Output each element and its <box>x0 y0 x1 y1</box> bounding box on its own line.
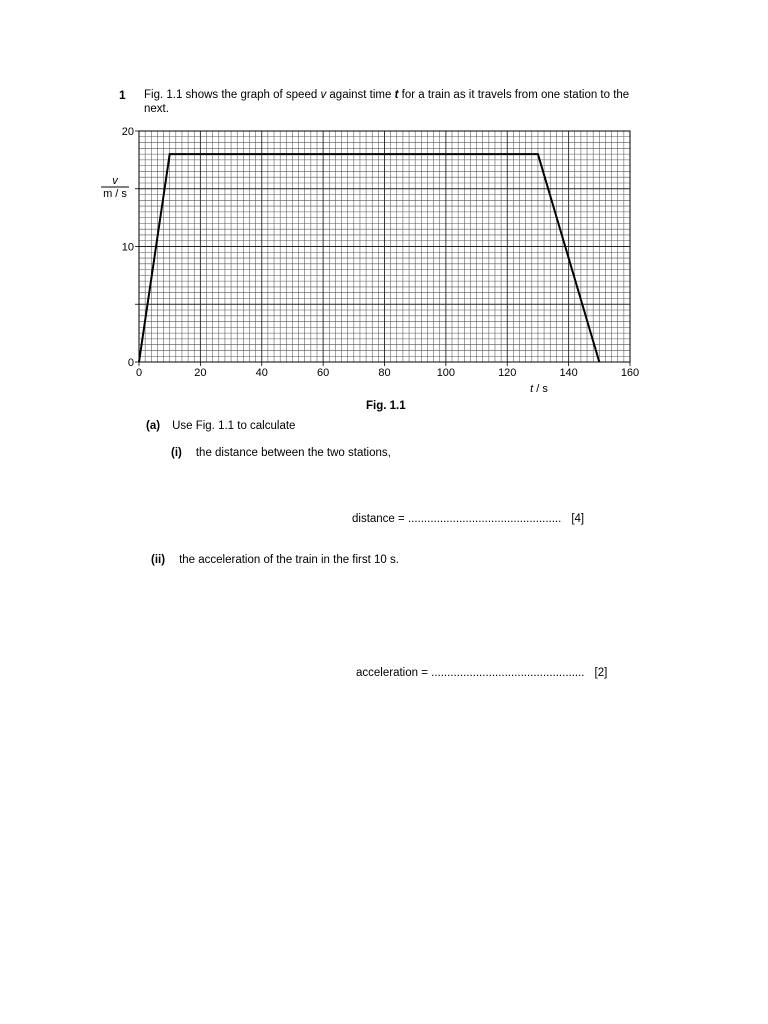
x-tick-label: 20 <box>194 367 207 379</box>
figure-caption: Fig. 1.1 <box>366 400 406 412</box>
distance-answer-line[interactable]: distance = ................................................ [4] <box>352 513 585 525</box>
x-axis-label: t / s <box>530 383 548 395</box>
y-tick-label: 0 <box>127 357 134 369</box>
x-tick-labels <box>136 367 639 379</box>
x-tick-label: 140 <box>559 367 578 379</box>
y-axis-label-var: v <box>112 175 118 187</box>
x-tick-label: 160 <box>620 367 640 379</box>
question-number: 1 <box>119 88 126 102</box>
y-tick-label: 10 <box>121 241 134 254</box>
y-tick-labels <box>122 126 134 369</box>
x-tick-label: 40 <box>255 367 268 379</box>
x-tick-label: 80 <box>378 367 391 379</box>
x-tick-label: 100 <box>436 367 456 379</box>
part-a-i: (i) the distance between the two stations, <box>171 447 391 459</box>
x-tick-label: 60 <box>317 367 330 379</box>
part-a-ii: (ii) the acceleration of the train in the first 10 s. <box>151 554 399 566</box>
x-tick-label: 120 <box>498 367 517 379</box>
y-tick-label: 20 <box>121 126 134 138</box>
part-a: (a) Use Fig. 1.1 to calculate <box>146 420 296 432</box>
y-axis-label-unit: m / s <box>103 188 127 200</box>
x-tick-label: 0 <box>135 367 143 379</box>
axis-ticks <box>135 131 630 366</box>
question-intro: Fig. 1.1 shows the graph of speed v against time t for a train as it travels from one station to the next. <box>144 89 630 115</box>
acceleration-answer-line[interactable]: acceleration = ................................................ [2] <box>356 667 608 679</box>
